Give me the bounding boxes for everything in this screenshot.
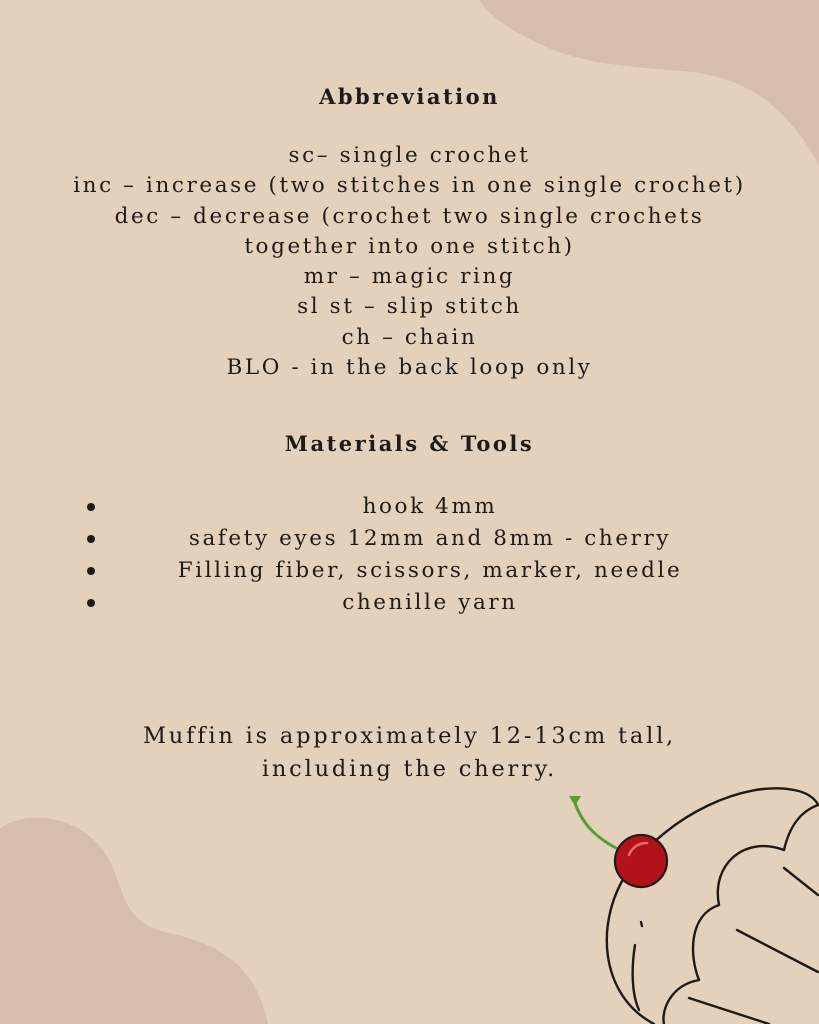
list-item (0, 523, 819, 555)
size-note-line: including the cherry. (261, 756, 558, 782)
list-item (0, 491, 819, 523)
abbreviation-line: inc – increase (two stitches in one single crochet) (73, 173, 746, 199)
bullet-icon (87, 599, 95, 607)
abbreviation-heading: Abbreviation (319, 84, 500, 109)
abbreviation-line: BLO - in the back loop only (226, 355, 593, 381)
abbreviation-line: sc– single crochet (288, 143, 531, 168)
size-note-line: Muffin is approximately 12-13cm tall, (142, 723, 677, 749)
material-item-text: safety eyes 12mm and 8mm - cherry (188, 526, 672, 551)
materials-heading: Materials & Tools (284, 431, 535, 456)
list-item (0, 555, 819, 587)
material-item-text: hook 4mm (362, 494, 498, 519)
bullet-icon (87, 503, 95, 511)
size-note (0, 720, 819, 786)
materials-list (0, 491, 819, 619)
abbreviation-line: mr – magic ring (303, 264, 516, 290)
abbreviation-line: ch – chain (341, 324, 478, 350)
bullet-icon (87, 567, 95, 575)
abbreviation-list (0, 141, 819, 383)
material-item-text: chenille yarn (342, 590, 518, 615)
abbreviation-line: together into one stitch) (244, 233, 575, 259)
muffin-cherry-icon (549, 784, 819, 1024)
material-item-text: Filling fiber, scissors, marker, needle (177, 558, 683, 583)
background-blob-bottom-left (0, 814, 300, 1024)
abbreviation-line: dec – decrease (crochet two single crochets (114, 203, 705, 229)
bullet-icon (87, 535, 95, 543)
abbreviation-line: sl st – slip stitch (297, 294, 522, 320)
list-item (0, 587, 819, 619)
